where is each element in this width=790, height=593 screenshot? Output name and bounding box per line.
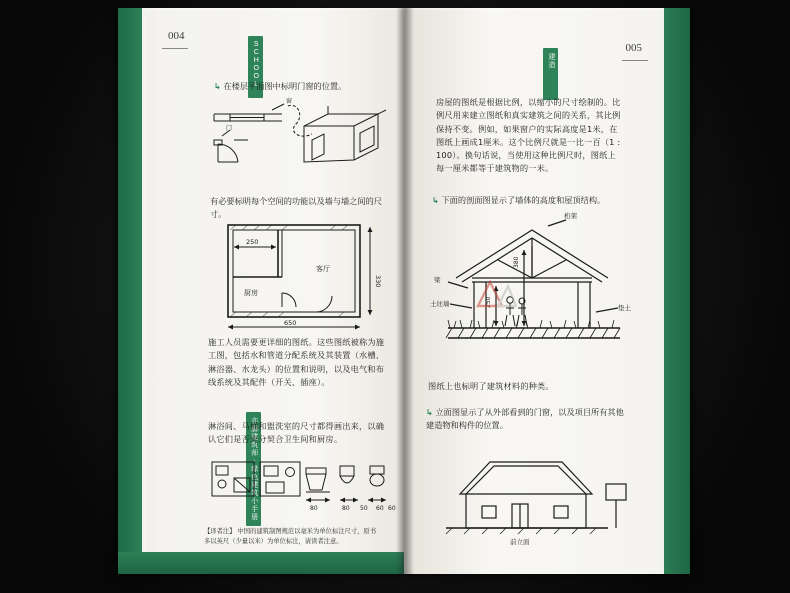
label-living-room: 客厅 [316, 265, 330, 273]
left-paragraph-3: 施工人员需要更详细的图纸。这些图纸被称为施工图，包括水和管道分配系统及其装置（水槽、淋浴器、水龙头）的位置和说明，以及电气和布线系统及其配件（开关、插座）。 [208, 337, 385, 387]
dim-650: 650 [284, 319, 297, 327]
dim-250: 250 [485, 296, 492, 308]
left-footnote: 【译者注】 中国的建筑制图规范以毫米为单位标注尺寸，原书多以英尺（少量以米）为单位标注，请读者注意。 [204, 528, 377, 546]
svg-text:窗: 窗 [286, 98, 293, 105]
left-folio-number: 004 [168, 30, 185, 42]
label-earth-wall: 土坯墙 [430, 300, 450, 308]
label-ground: 垫土 [618, 304, 631, 312]
right-drawing-section [428, 212, 640, 368]
label-truss: 桁架 [564, 212, 577, 220]
svg-text:门: 门 [226, 125, 233, 132]
right-folio-rule [622, 60, 648, 61]
arrow-icon: ↳ [432, 195, 439, 205]
label-beam: 梁 [434, 276, 441, 284]
left-bottom-green-band [118, 552, 404, 574]
left-drawing-fixtures [210, 458, 396, 520]
right-folio-number: 005 [625, 42, 642, 54]
arrow-icon: ↳ [426, 407, 433, 417]
fixture-dim-1: 80 [310, 505, 318, 512]
right-paragraph-1: 房屋的图纸是根据比例，以缩小的尺寸绘制的。比例尺用来建立图纸和真实建筑之间的关系，其比例保持不变。例如，如果窗户的实际高度是1米，在图纸上画成1厘米。这个比例尺就是一比一百（1 : 100）。换句话说，当使用这种比例尺时，图纸上每一厘米都等于建筑物的一米。 [436, 97, 621, 174]
watermark [474, 276, 518, 312]
right-paragraph-3: 图纸上也标明了建筑材料的种类。 [428, 381, 554, 391]
left-paragraph-2: 有必要标明每个空间的功能以及墙与墙之间的尺寸。 [210, 196, 382, 220]
left-drawing-floor-plan [212, 213, 388, 343]
fixture-dim-5: 60 [388, 505, 396, 512]
dim-330: 330 [374, 275, 382, 288]
fixture-dim-4: 60 [376, 505, 384, 512]
left-tab-bottom: 亦脚建筑师·绿色建筑小手册 [246, 412, 261, 526]
dim-250: 250 [246, 238, 259, 246]
left-folio-rule [162, 48, 188, 49]
left-drawing-window-door-plan [208, 100, 393, 180]
right-page-edge-highlight [404, 8, 690, 11]
right-drawing-elevation [430, 448, 634, 548]
label-kitchen: 厨房 [244, 289, 258, 297]
right-green-band [664, 8, 690, 574]
page-edge-highlight [118, 8, 404, 11]
left-band-inner-gap [142, 8, 147, 574]
left-page [118, 8, 404, 574]
right-paragraph-4: ↳ 立面图显示了从外部看到的门窗，以及项目所有其他建造物和构件的位置。 [426, 407, 624, 431]
fixture-dim-3: 50 [360, 505, 368, 512]
left-tab-top: SCHOOL [248, 36, 263, 98]
left-green-band [118, 8, 142, 574]
arrow-icon: ↳ [214, 81, 221, 91]
label-front-elevation: 前立面 [510, 538, 530, 546]
right-page [404, 8, 690, 574]
open-book [118, 8, 690, 574]
fixture-dim-2: 80 [342, 505, 350, 512]
left-paragraph-1: ↳ 在楼层平面图中标明门窗的位置。 [214, 81, 347, 91]
right-tab-top: 建造 [543, 48, 558, 100]
right-paragraph-2: ↳ 下面的剖面图显示了墙体的高度和屋顶结构。 [432, 195, 606, 205]
dim-380: 380 [513, 256, 520, 268]
left-paragraph-4: 淋浴间、马桶和盥洗室的尺寸都得画出来，以确认它们是否充分契合卫生间和厨房。 [208, 421, 385, 445]
book-gutter-shadow [396, 8, 414, 574]
